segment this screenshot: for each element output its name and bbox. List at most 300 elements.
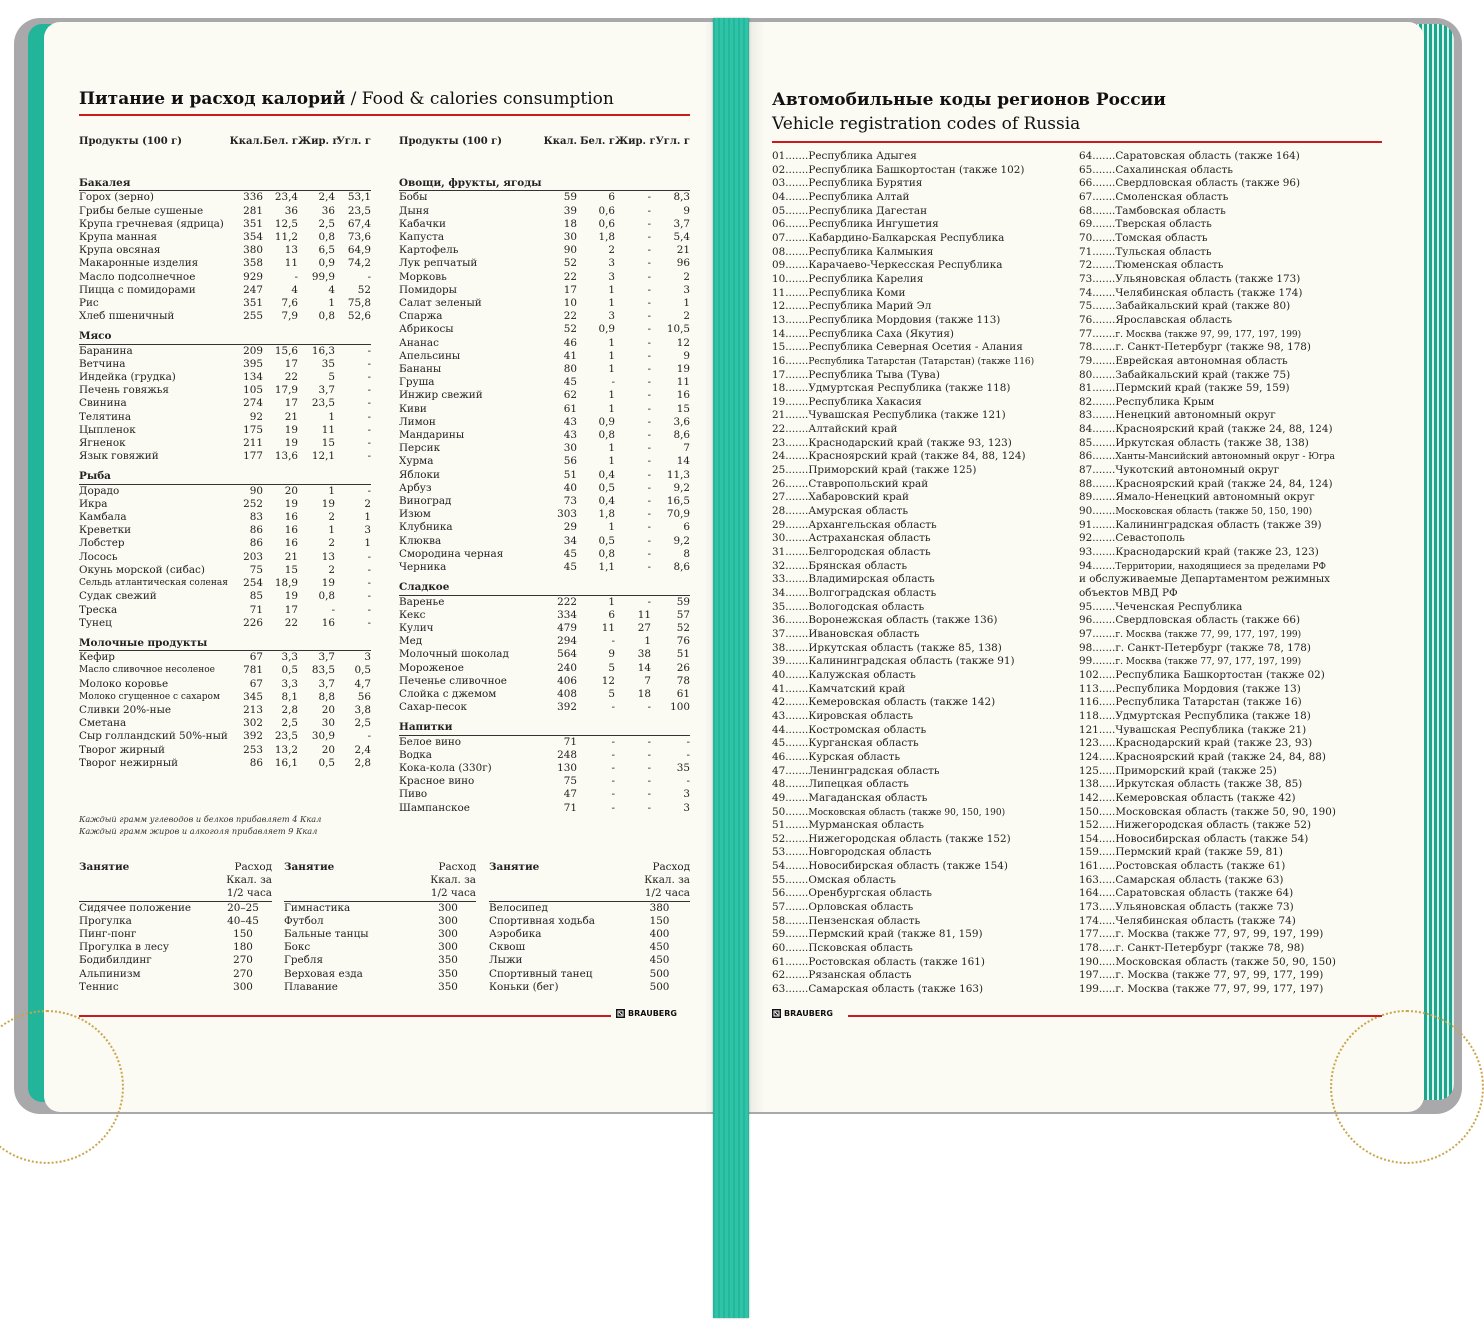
region-code-row (772, 205, 1072, 219)
food-name: Ягненок (79, 437, 126, 450)
activity-kcal: 300 (438, 928, 458, 941)
nutrient-value: 51 (676, 648, 690, 661)
activity-name: Сквош (489, 941, 526, 954)
nutrient-value: - (367, 437, 371, 450)
region-code: 174 (1079, 914, 1099, 927)
region-code: 48 (772, 778, 786, 791)
food-row (399, 363, 690, 376)
dot-leader: ....... (1092, 505, 1116, 518)
region-code: 89 (1079, 491, 1093, 504)
region-code-row (1079, 833, 1382, 847)
food-row (79, 498, 371, 511)
footer-rule-right (848, 1015, 1382, 1017)
food-row (399, 802, 690, 815)
region-code: 72 (1079, 259, 1093, 272)
food-row (399, 442, 690, 455)
nutrient-value: - (647, 481, 651, 494)
dot-leader: ....... (1092, 190, 1116, 203)
region-code-row (1079, 273, 1382, 287)
region-code: 97 (1079, 627, 1093, 640)
region-name: Республика Адыгея (808, 150, 917, 162)
nutrient-value: - (611, 748, 615, 761)
dot-leader: ....... (1092, 354, 1116, 367)
nutrient-value: - (611, 376, 615, 389)
nutrient-value: 78 (676, 674, 690, 687)
nutrient-value: 11 (676, 376, 690, 389)
dot-leader: ....... (785, 901, 809, 914)
nutrient-value: 7 (644, 674, 651, 687)
dot-leader: ....... (1092, 423, 1116, 436)
nutrient-value: 1 (608, 521, 615, 534)
region-name: г. Санкт-Петербург (также 78, 178) (1115, 641, 1311, 654)
region-code: 22 (772, 423, 786, 436)
region-code-row (772, 560, 1072, 574)
region-code-row (1079, 409, 1382, 423)
activity-name: Плавание (284, 980, 338, 993)
food-name: Индейка (грудка) (79, 371, 176, 384)
region-name: Удмуртская Республика (также 118) (808, 382, 1011, 395)
category-rule (335, 323, 371, 344)
food-row (399, 403, 690, 416)
dot-leader: ....... (785, 368, 809, 381)
region-name: Республика Башкортостан (также 02) (1115, 668, 1325, 681)
region-code: 76 (1079, 313, 1093, 326)
nutrient-value: 45 (563, 561, 577, 574)
region-name: Республика Карелия (808, 272, 924, 285)
nutrient-value: 40 (563, 481, 577, 494)
nutrient-value: 17 (284, 603, 298, 616)
region-name: Республика Коми (808, 286, 906, 299)
region-code: 69 (1079, 218, 1093, 231)
nutrient-value: 2 (608, 244, 615, 257)
nutrient-value: 406 (557, 674, 577, 687)
region-code-row (772, 287, 1072, 301)
activity-name: Бокс (284, 941, 311, 954)
nutrient-value: - (611, 761, 615, 774)
food-name: Киви (399, 402, 427, 415)
region-name: Приморский край (также 25) (1115, 764, 1277, 777)
food-row (399, 788, 690, 801)
codes-title: Автомобильные коды регионов России (772, 90, 1166, 110)
food-row (79, 744, 371, 757)
food-name: Судак свежий (79, 590, 157, 603)
nutrient-value: 0,9 (598, 415, 615, 428)
dot-leader: ..... (1098, 723, 1116, 736)
food-row (399, 337, 690, 350)
food-row (399, 376, 690, 389)
region-code: 124 (1079, 750, 1099, 763)
region-code-row (1079, 614, 1382, 628)
nutrient-value: - (367, 577, 371, 590)
food-name: Спаржа (399, 310, 443, 323)
region-name: г. Москва (также 77, 97, 99, 197, 199) (1115, 928, 1324, 941)
nutrient-value: 6 (608, 608, 615, 621)
nutrient-value: 36 (321, 204, 335, 217)
nutrient-value: 4,7 (354, 677, 371, 690)
region-code: 70 (1079, 231, 1093, 244)
region-name: Камчатский край (808, 682, 906, 695)
nutrient-value: 23,4 (274, 191, 298, 204)
region-name: Республика Северная Осетия - Алания (808, 341, 1023, 354)
category-rule (577, 574, 615, 595)
nutrient-value: 18 (563, 217, 577, 230)
food-name: Пиво (399, 788, 428, 801)
region-code-row (772, 614, 1072, 628)
nutrient-value: - (647, 389, 651, 402)
nutrient-value: 175 (243, 423, 263, 436)
nutrient-value: 274 (243, 397, 263, 410)
food-row (399, 350, 690, 363)
nutrient-value: 35 (321, 357, 335, 370)
nutrient-value: - (647, 788, 651, 801)
region-name: Чукотский автономный округ (1115, 464, 1280, 477)
activity-kcal: 300 (438, 914, 458, 927)
nutrient-value: 19 (284, 497, 298, 510)
food-name: Клубника (399, 521, 453, 534)
category-rule (577, 170, 615, 191)
food-name: Груша (399, 376, 435, 389)
dot-leader: ....... (785, 778, 809, 791)
nutrient-value: 11 (321, 423, 335, 436)
dot-leader: ....... (1092, 177, 1116, 190)
activity-name: Спортивный танец (489, 967, 593, 980)
nutrient-value: 57 (676, 608, 690, 621)
region-code-row (1079, 505, 1382, 519)
nutrient-value: 0,5 (318, 756, 335, 769)
nutrient-value: 9,2 (673, 481, 690, 494)
food-row (79, 537, 371, 550)
nutrient-value: 0,8 (318, 231, 335, 244)
nutrient-value: 17 (284, 357, 298, 370)
nutrient-value: - (611, 801, 615, 814)
dot-leader: ..... (1098, 791, 1116, 804)
region-code: 152 (1079, 819, 1099, 832)
region-name: Краснодарский край (также 23, 93) (1115, 737, 1313, 750)
region-code-row (772, 341, 1072, 355)
activity-row (79, 941, 272, 954)
food-name: Тунец (79, 616, 112, 629)
dot-leader: ..... (1098, 969, 1116, 982)
region-code: 118 (1079, 709, 1099, 722)
food-row (79, 218, 371, 231)
nutrient-value: - (367, 384, 371, 397)
food-name: Кулич (399, 621, 434, 634)
ribbon-bookmark[interactable] (713, 18, 749, 1318)
nutrient-value: 7,6 (281, 297, 298, 310)
region-name: Республика Башкортостан (также 102) (808, 163, 1025, 176)
region-code: 42 (772, 696, 786, 709)
nutrient-value: - (367, 371, 371, 384)
dot-leader: ....... (785, 313, 809, 326)
nutrient-value: - (647, 363, 651, 376)
region-code-row (772, 573, 1072, 587)
dot-leader: ....... (1092, 532, 1116, 545)
region-code: 13 (772, 313, 786, 326)
region-code-row (1079, 478, 1382, 492)
dot-leader: ....... (1092, 204, 1116, 217)
nutrient-value: - (647, 735, 651, 748)
food-row (399, 231, 690, 244)
nutrient-value: 100 (670, 701, 690, 714)
nutrient-value: 26 (676, 661, 690, 674)
dot-leader: ....... (1092, 436, 1116, 449)
nutrient-value: 96 (676, 257, 690, 270)
food-row (399, 271, 690, 284)
nutrient-value: 59 (676, 595, 690, 608)
nutrient-value: 1 (608, 297, 615, 310)
dot-leader: ....... (1092, 231, 1116, 244)
dot-leader: ..... (1098, 668, 1116, 681)
nutrient-value: 3 (364, 524, 371, 537)
category-rule (615, 170, 651, 191)
region-name: Севастополь (1115, 532, 1185, 545)
region-code-row (1079, 792, 1382, 806)
region-code: 138 (1079, 778, 1099, 791)
food-row (79, 564, 371, 577)
region-code-row (772, 683, 1072, 697)
nutrient-value: 10 (563, 297, 577, 310)
nutrient-value: 22 (563, 270, 577, 283)
nutrient-value: - (647, 468, 651, 481)
dot-leader: ....... (1092, 327, 1116, 340)
nutrient-value: - (647, 561, 651, 574)
food-name: Изюм (399, 508, 431, 521)
nutrient-value: 254 (243, 577, 263, 590)
nutrient-value: 8 (683, 547, 690, 560)
nutrient-value: 86 (249, 756, 263, 769)
region-code: 41 (772, 682, 786, 695)
food-row (399, 310, 690, 323)
activity-header-label: Занятие (489, 861, 629, 901)
nutrient-value: 1,8 (598, 231, 615, 244)
region-code: 12 (772, 300, 786, 313)
region-code: 17 (772, 368, 786, 381)
food-table-2 (399, 135, 690, 815)
region-code: 142 (1079, 791, 1099, 804)
header-line: Расход (652, 861, 690, 873)
nutrient-value: 392 (243, 730, 263, 743)
activity-name: Велосипед (489, 901, 548, 914)
region-code: 65 (1079, 163, 1093, 176)
nutrient-value: - (647, 521, 651, 534)
food-row (399, 455, 690, 468)
region-code: 50 (772, 805, 786, 818)
region-name: Псковская область (808, 942, 913, 955)
food-name: Крупа гречневая (ядрица) (79, 217, 224, 230)
nutrient-value: 392 (557, 701, 577, 714)
nutrient-value: 0,9 (598, 323, 615, 336)
nutrient-value: 9 (683, 349, 690, 362)
region-code-row (1079, 724, 1382, 738)
nutrient-value: 18,9 (274, 577, 298, 590)
activity-kcal: 150 (649, 914, 670, 927)
nutrient-value: - (647, 217, 651, 230)
region-name: Красноярский край (также 24, 84, 88) (1115, 750, 1326, 763)
dot-leader: ....... (785, 505, 809, 518)
category-rule (335, 170, 371, 191)
region-code: 88 (1079, 477, 1093, 490)
nutrient-value: - (367, 357, 371, 370)
nutrient-value: 177 (243, 450, 263, 463)
food-row (79, 191, 371, 205)
nutrient-value: 17,9 (274, 384, 298, 397)
region-code: 178 (1079, 942, 1099, 955)
region-codes-col-1 (772, 150, 1072, 997)
dot-leader: ..... (1098, 696, 1116, 709)
region-name: Иркутская область (также 85, 138) (808, 641, 1002, 654)
activity-name: Верховая езда (284, 967, 363, 980)
activity-kcal: 350 (438, 980, 458, 993)
food-name: Клюква (399, 534, 442, 547)
nutrient-value: 11,3 (666, 468, 690, 481)
region-code-row (1079, 423, 1382, 437)
region-code-row (772, 696, 1072, 710)
dot-leader: ....... (785, 914, 809, 927)
nutrient-value: 8,6 (673, 561, 690, 574)
nutrient-value: 16 (676, 389, 690, 402)
region-code-row (772, 819, 1072, 833)
dot-leader: ....... (1092, 450, 1116, 463)
nutrient-value: 4 (291, 283, 298, 296)
region-name: Республика Хакасия (808, 395, 922, 408)
category-rule (229, 463, 263, 484)
region-name: Республика Мордовия (также 13) (1115, 682, 1301, 695)
dot-leader: ....... (1092, 559, 1116, 572)
region-code-row (772, 942, 1072, 956)
activity-kcal: 300 (233, 980, 253, 993)
food-name: Цыпленок (79, 423, 136, 436)
food-name: Белое вино (399, 735, 462, 748)
dot-leader: ....... (785, 696, 809, 709)
category-rule (539, 170, 577, 191)
region-name: Саратовская область (также 164) (1115, 150, 1300, 162)
nutrient-value: 2 (364, 497, 371, 510)
dot-leader: ....... (785, 573, 809, 586)
region-code-row (1079, 901, 1382, 915)
region-code: 49 (772, 791, 786, 804)
dot-leader: ....... (785, 491, 809, 504)
food-name: Язык говяжий (79, 450, 159, 463)
nutrient-value: - (331, 603, 335, 616)
food-row (79, 664, 371, 677)
nutrient-value: - (611, 735, 615, 748)
region-name: Свердловская область (также 96) (1115, 177, 1301, 190)
header-cell: Угл. г (336, 136, 371, 147)
nutrient-value: 59 (563, 191, 577, 204)
nutrient-value: 46 (563, 336, 577, 349)
region-code: 154 (1079, 832, 1099, 845)
region-code: 14 (772, 327, 786, 340)
nutrient-value: 86 (249, 537, 263, 550)
nutrient-value: 1 (644, 635, 651, 648)
nutrient-value: - (647, 297, 651, 310)
food-name: Грибы белые сушеные (79, 204, 204, 217)
food-row (399, 482, 690, 495)
nutrient-value: 16,1 (274, 756, 298, 769)
brauberg-logo-icon (616, 1009, 625, 1018)
food-row (79, 257, 371, 270)
region-name: Челябинская область (также 174) (1115, 286, 1303, 299)
nutrient-value: 479 (557, 621, 577, 634)
food-name: Апельсины (399, 349, 461, 362)
region-code: 64 (1079, 150, 1093, 162)
food-name: Помидоры (399, 283, 457, 296)
category-rule (577, 714, 615, 735)
table-header-row (399, 135, 690, 170)
nutrient-value: 13 (321, 550, 335, 563)
dot-leader: ....... (1092, 627, 1116, 640)
food-name: Хурма (399, 455, 434, 468)
nutrient-value: - (647, 429, 651, 442)
nutrient-value: 71 (563, 735, 577, 748)
header-line: Ккал. за (226, 874, 272, 887)
food-name: Креветки (79, 524, 132, 537)
region-code-row (1079, 983, 1382, 997)
food-name: Масло подсолнечное (79, 270, 196, 283)
category-rule (229, 630, 263, 651)
region-code: 08 (772, 245, 786, 258)
category-row (79, 170, 371, 191)
region-code-row (772, 532, 1072, 546)
region-code-row (772, 355, 1072, 369)
nutrient-value: 213 (243, 703, 263, 716)
nutrient-value: 358 (243, 257, 263, 270)
nutrient-value: 43 (563, 415, 577, 428)
nutrient-value: 248 (557, 748, 577, 761)
region-code-row (1079, 737, 1382, 751)
dot-leader: ..... (1098, 819, 1116, 832)
region-code-row (1079, 642, 1382, 656)
nutrient-value: - (686, 735, 690, 748)
region-code: 68 (1079, 204, 1093, 217)
dot-leader: ..... (1098, 737, 1116, 750)
region-name: Сахалинская область (1115, 163, 1233, 176)
dot-leader: ....... (785, 655, 809, 668)
region-code-row (1079, 846, 1382, 860)
region-code-row (772, 765, 1072, 779)
nutrient-value: 1 (328, 524, 335, 537)
dot-leader: ....... (1092, 382, 1116, 395)
food-name: Сливки 20%-ные (79, 703, 171, 716)
region-code-row (1079, 560, 1382, 574)
food-name: Виноград (399, 495, 452, 508)
nutrient-value: 222 (557, 595, 577, 608)
region-code-row (772, 246, 1072, 260)
dot-leader: ....... (785, 682, 809, 695)
region-code: 92 (1079, 532, 1093, 545)
activity-name: Лыжи (489, 954, 523, 967)
region-name: Омская область (808, 873, 896, 886)
nutrient-value: 47 (563, 788, 577, 801)
food-name: Арбуз (399, 481, 432, 494)
region-code-row (772, 874, 1072, 888)
food-name: Лосось (79, 550, 118, 563)
region-code: 90 (1079, 505, 1093, 518)
dot-leader: ....... (785, 464, 809, 477)
region-code: 87 (1079, 464, 1093, 477)
nutrient-value: 71 (249, 603, 263, 616)
food-name: Кока-кола (330г) (399, 761, 492, 774)
region-name: Красноярский край (также 84, 88, 124) (808, 450, 1026, 463)
region-code: 73 (1079, 272, 1093, 285)
nutrient-value: 334 (557, 608, 577, 621)
food-row (79, 511, 371, 524)
region-code: 24 (772, 450, 786, 463)
food-name: Капуста (399, 231, 445, 244)
region-name: Самарская область (также 63) (1115, 873, 1284, 886)
region-code: 74 (1079, 286, 1093, 299)
region-code-row (1079, 218, 1382, 232)
